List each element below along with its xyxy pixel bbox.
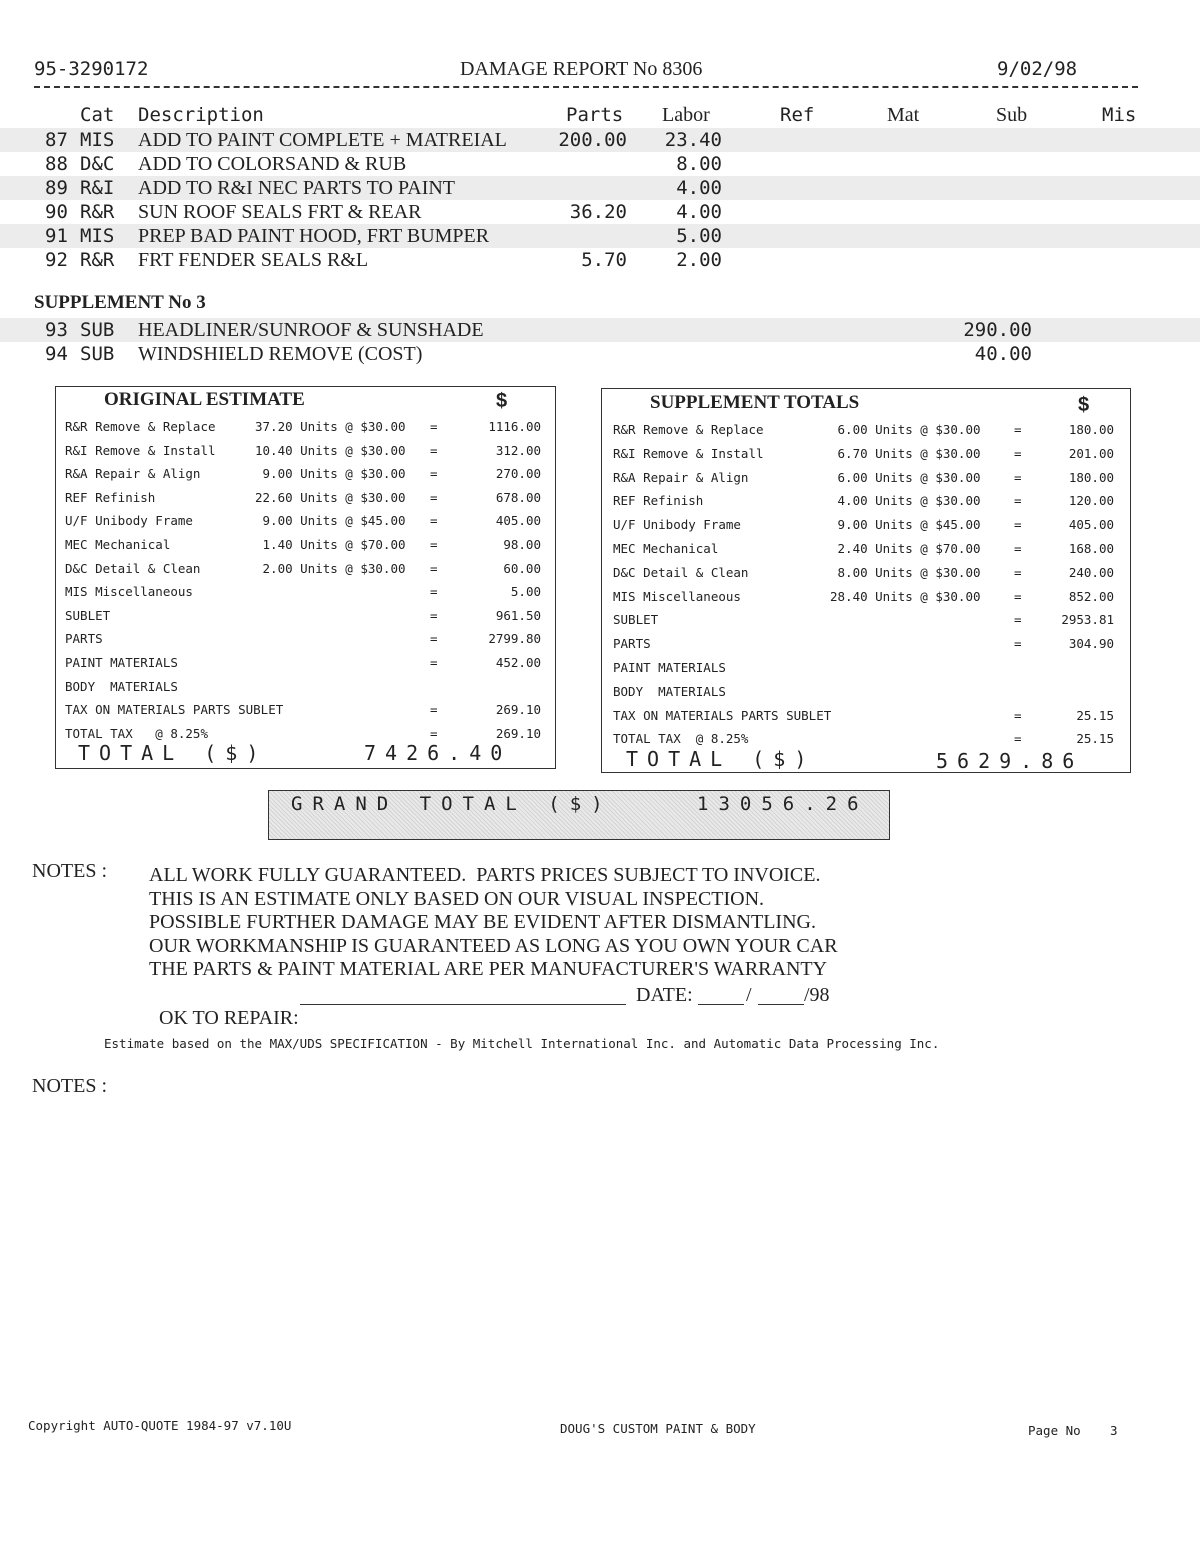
original-dollar: $ bbox=[496, 390, 508, 412]
line-number: 93 bbox=[45, 319, 68, 341]
row-units: 6.70 Units @ $30.00 bbox=[830, 445, 981, 461]
date-day-line bbox=[758, 1004, 804, 1005]
row-amount: 5.00 bbox=[510, 584, 541, 600]
row-amount: 852.00 bbox=[1068, 588, 1114, 604]
row-label: R&A Repair & Align bbox=[613, 469, 749, 485]
total-row bbox=[56, 679, 555, 701]
total-row bbox=[602, 589, 1130, 611]
row-label: R&I Remove & Install bbox=[613, 445, 764, 461]
row-label: REF Refinish bbox=[65, 489, 156, 505]
line-number: 91 bbox=[45, 225, 68, 247]
line-item-row bbox=[0, 128, 1200, 152]
line-parts: 5.70 bbox=[581, 249, 627, 271]
row-units: 2.00 Units @ $30.00 bbox=[255, 560, 406, 576]
col-mat: Mat bbox=[887, 104, 920, 126]
original-total-value: 7426.40 bbox=[364, 741, 512, 765]
total-row bbox=[602, 660, 1130, 682]
line-item-row bbox=[0, 224, 1200, 248]
grand-total-label: GRAND TOTAL ($) bbox=[291, 793, 613, 815]
spec-line: Estimate based on the MAX/UDS SPECIFICATION - By Mitchell International Inc. and Automatic Data Processing Inc. bbox=[104, 1036, 940, 1051]
row-label: D&C Detail & Clean bbox=[65, 560, 201, 576]
line-description: WINDSHIELD REMOVE (COST) bbox=[138, 343, 423, 365]
total-row bbox=[602, 517, 1130, 539]
row-label: SUBLET bbox=[65, 607, 111, 623]
row-equals: = bbox=[1014, 612, 1022, 628]
row-label: TOTAL TAX @ 8.25% bbox=[613, 731, 749, 747]
row-amount: 25.15 bbox=[1076, 731, 1114, 747]
row-units: 9.00 Units @ $45.00 bbox=[255, 513, 406, 529]
line-description: ADD TO COLORSAND & RUB bbox=[138, 153, 407, 175]
total-row bbox=[602, 422, 1130, 444]
total-row bbox=[602, 708, 1130, 730]
line-category: SUB bbox=[80, 319, 115, 341]
line-number: 87 bbox=[45, 129, 68, 151]
row-label: R&I Remove & Install bbox=[65, 442, 216, 458]
line-parts: 36.20 bbox=[569, 201, 627, 223]
row-equals: = bbox=[1014, 541, 1022, 556]
line-description: HEADLINER/SUNROOF & SUNSHADE bbox=[138, 319, 484, 341]
row-label: MIS Miscellaneous bbox=[613, 588, 741, 604]
row-units: 28.40 Units @ $30.00 bbox=[830, 588, 981, 604]
supplement-totals-title: SUPPLEMENT TOTALS bbox=[650, 392, 860, 413]
row-equals: = bbox=[430, 466, 438, 482]
col-parts: Parts bbox=[566, 104, 624, 126]
row-amount: 240.00 bbox=[1068, 564, 1114, 580]
line-category: MIS bbox=[80, 225, 115, 247]
total-row bbox=[56, 537, 555, 559]
date-separator: / bbox=[746, 984, 752, 1006]
line-number: 92 bbox=[45, 249, 68, 271]
supplement-dollar: $ bbox=[1078, 394, 1090, 416]
line-category: D&C bbox=[80, 153, 115, 175]
row-amount: 270.00 bbox=[495, 466, 541, 482]
row-units: 37.20 Units @ $30.00 bbox=[255, 419, 406, 434]
row-amount: 961.50 bbox=[495, 607, 541, 623]
row-amount: 452.00 bbox=[495, 655, 541, 670]
row-label: REF Refinish bbox=[613, 493, 704, 509]
date-year: /98 bbox=[804, 984, 830, 1006]
row-equals: = bbox=[1014, 517, 1022, 533]
total-row bbox=[56, 702, 555, 724]
line-labor: 8.00 bbox=[676, 153, 722, 175]
line-description: PREP BAD PAINT HOOD, FRT BUMPER bbox=[138, 225, 490, 247]
row-label: TAX ON MATERIALS PARTS SUBLET bbox=[613, 707, 832, 723]
row-amount: 180.00 bbox=[1068, 422, 1114, 437]
row-equals: = bbox=[430, 655, 438, 670]
row-label: SUBLET bbox=[613, 612, 659, 628]
row-units: 4.00 Units @ $30.00 bbox=[830, 493, 981, 509]
row-amount: 2799.80 bbox=[488, 631, 541, 647]
row-label: BODY MATERIALS bbox=[65, 678, 178, 694]
header-divider bbox=[34, 86, 1138, 88]
line-category: SUB bbox=[80, 343, 115, 365]
row-equals: = bbox=[1014, 636, 1022, 652]
line-category: R&R bbox=[80, 201, 115, 223]
row-amount: 405.00 bbox=[495, 513, 541, 529]
row-units: 22.60 Units @ $30.00 bbox=[255, 489, 406, 505]
row-amount: 201.00 bbox=[1068, 445, 1114, 461]
row-label: PARTS bbox=[65, 631, 103, 647]
supplement-totals-box bbox=[601, 388, 1131, 773]
row-amount: 60.00 bbox=[503, 560, 541, 576]
ok-to-repair-label: OK TO REPAIR: bbox=[159, 1007, 299, 1029]
footer-copyright: Copyright AUTO-QUOTE 1984-97 v7.10U bbox=[28, 1418, 292, 1433]
line-sub: 40.00 bbox=[974, 343, 1032, 365]
original-estimate-box bbox=[55, 386, 556, 769]
row-amount: 312.00 bbox=[495, 442, 541, 458]
report-id: 95-3290172 bbox=[34, 58, 149, 80]
ok-to-repair-row bbox=[149, 984, 299, 1030]
date-month-line bbox=[698, 1004, 744, 1005]
row-equals: = bbox=[430, 607, 438, 623]
line-labor: 4.00 bbox=[676, 201, 722, 223]
row-label: U/F Unibody Frame bbox=[65, 513, 193, 529]
row-label: R&R Remove & Replace bbox=[613, 422, 764, 437]
total-row bbox=[56, 443, 555, 465]
report-date: 9/02/98 bbox=[997, 58, 1078, 80]
row-amount: 2953.81 bbox=[1061, 612, 1114, 628]
row-label: PAINT MATERIALS bbox=[613, 660, 726, 675]
row-label: MEC Mechanical bbox=[65, 537, 171, 552]
col-description: Description bbox=[138, 104, 264, 126]
col-ref: Ref bbox=[780, 104, 815, 126]
line-category: MIS bbox=[80, 129, 115, 151]
row-label: U/F Unibody Frame bbox=[613, 517, 741, 533]
total-row bbox=[602, 612, 1130, 634]
total-row bbox=[56, 466, 555, 488]
row-amount: 98.00 bbox=[503, 537, 541, 552]
row-units: 6.00 Units @ $30.00 bbox=[830, 469, 981, 485]
row-equals: = bbox=[430, 631, 438, 647]
supplement-line-row bbox=[0, 318, 1200, 342]
row-label: PAINT MATERIALS bbox=[65, 655, 178, 670]
row-units: 2.40 Units @ $70.00 bbox=[830, 541, 981, 556]
row-equals: = bbox=[430, 584, 438, 600]
original-estimate-title: ORIGINAL ESTIMATE bbox=[104, 389, 305, 410]
footer-page-label: Page No bbox=[1028, 1423, 1081, 1438]
row-equals: = bbox=[1014, 707, 1022, 723]
total-row bbox=[56, 490, 555, 512]
row-amount: 168.00 bbox=[1068, 541, 1114, 556]
row-amount: 180.00 bbox=[1068, 469, 1114, 485]
col-mis: Mis bbox=[1102, 104, 1137, 126]
row-label: TOTAL TAX @ 8.25% bbox=[65, 725, 208, 741]
row-equals: = bbox=[1014, 469, 1022, 485]
grand-total-value: 13056.26 bbox=[697, 793, 869, 815]
notes-line: ALL WORK FULLY GUARANTEED. PARTS PRICES SUBJECT TO INVOICE. bbox=[149, 864, 821, 886]
supplement-heading: SUPPLEMENT No 3 bbox=[34, 292, 206, 313]
row-label: PARTS bbox=[613, 636, 651, 652]
line-labor: 4.00 bbox=[676, 177, 722, 199]
line-labor: 2.00 bbox=[676, 249, 722, 271]
line-item-row bbox=[0, 200, 1200, 224]
line-number: 88 bbox=[45, 153, 68, 175]
row-units: 8.00 Units @ $30.00 bbox=[830, 564, 981, 580]
total-row bbox=[56, 513, 555, 535]
signature-line bbox=[300, 1004, 626, 1005]
row-amount: 405.00 bbox=[1068, 517, 1114, 533]
original-total-label: TOTAL ($) bbox=[78, 741, 268, 765]
date-label: DATE: bbox=[636, 984, 693, 1006]
row-equals: = bbox=[1014, 564, 1022, 580]
line-number: 94 bbox=[45, 343, 68, 365]
row-equals: = bbox=[430, 702, 438, 718]
total-row bbox=[602, 470, 1130, 492]
row-amount: 25.15 bbox=[1076, 707, 1114, 723]
notes-label-2: NOTES : bbox=[32, 1075, 107, 1097]
total-row bbox=[602, 493, 1130, 515]
row-label: MEC Mechanical bbox=[613, 541, 719, 556]
line-number: 90 bbox=[45, 201, 68, 223]
grand-total-box bbox=[268, 790, 890, 840]
line-item-row bbox=[0, 152, 1200, 176]
total-row bbox=[56, 608, 555, 630]
row-label: TAX ON MATERIALS PARTS SUBLET bbox=[65, 702, 284, 718]
total-row bbox=[56, 419, 555, 441]
row-amount: 1116.00 bbox=[488, 419, 541, 434]
row-label: R&A Repair & Align bbox=[65, 466, 201, 482]
row-equals: = bbox=[430, 489, 438, 505]
row-equals: = bbox=[1014, 445, 1022, 461]
total-row bbox=[56, 561, 555, 583]
row-equals: = bbox=[430, 419, 438, 434]
row-amount: 304.90 bbox=[1068, 636, 1114, 652]
row-units: 10.40 Units @ $30.00 bbox=[255, 442, 406, 458]
row-units: 6.00 Units @ $30.00 bbox=[830, 422, 981, 437]
line-parts: 200.00 bbox=[558, 129, 627, 151]
row-amount: 269.10 bbox=[495, 725, 541, 741]
row-equals: = bbox=[430, 442, 438, 458]
total-row bbox=[56, 584, 555, 606]
total-row bbox=[602, 541, 1130, 563]
row-equals: = bbox=[430, 537, 438, 552]
row-units: 1.40 Units @ $70.00 bbox=[255, 537, 406, 552]
total-row bbox=[602, 684, 1130, 706]
row-label: R&R Remove & Replace bbox=[65, 419, 216, 434]
notes-label: NOTES : bbox=[32, 860, 107, 882]
line-item-row bbox=[0, 248, 1200, 272]
line-description: ADD TO R&I NEC PARTS TO PAINT bbox=[138, 177, 456, 199]
col-cat: Cat bbox=[80, 104, 115, 126]
row-amount: 120.00 bbox=[1068, 493, 1114, 509]
supplement-total-value: 5629.86 bbox=[936, 749, 1084, 773]
row-equals: = bbox=[430, 725, 438, 741]
line-labor: 5.00 bbox=[676, 225, 722, 247]
total-row bbox=[602, 446, 1130, 468]
supplement-total-label: TOTAL ($) bbox=[626, 747, 816, 771]
line-description: FRT FENDER SEALS R&L bbox=[138, 249, 369, 271]
line-category: R&I bbox=[80, 177, 115, 199]
line-number: 89 bbox=[45, 177, 68, 199]
line-sub: 290.00 bbox=[963, 319, 1032, 341]
footer-shop: DOUG'S CUSTOM PAINT & BODY bbox=[560, 1421, 756, 1436]
report-title bbox=[460, 58, 702, 81]
line-labor: 23.40 bbox=[664, 129, 722, 151]
total-row bbox=[602, 636, 1130, 658]
col-labor: Labor bbox=[662, 104, 710, 126]
col-sub: Sub bbox=[996, 104, 1028, 126]
row-equals: = bbox=[430, 560, 438, 576]
total-row bbox=[56, 655, 555, 677]
row-amount: 269.10 bbox=[495, 702, 541, 718]
supplement-line-row bbox=[0, 342, 1200, 366]
row-equals: = bbox=[1014, 731, 1022, 747]
total-row bbox=[602, 565, 1130, 587]
row-label: BODY MATERIALS bbox=[613, 683, 726, 699]
notes-line: THE PARTS & PAINT MATERIAL ARE PER MANUFACTURER'S WARRANTY bbox=[149, 958, 828, 981]
footer-page-number: 3 bbox=[1110, 1423, 1118, 1438]
row-equals: = bbox=[1014, 588, 1022, 604]
row-equals: = bbox=[430, 513, 438, 529]
report-title-text: DAMAGE REPORT No 8306 bbox=[460, 58, 703, 80]
row-units: 9.00 Units @ $45.00 bbox=[830, 517, 981, 533]
row-equals: = bbox=[1014, 493, 1022, 509]
line-description: SUN ROOF SEALS FRT & REAR bbox=[138, 201, 422, 223]
notes-line: OUR WORKMANSHIP IS GUARANTEED AS LONG AS YOU OWN YOUR CAR bbox=[149, 934, 838, 957]
row-amount: 678.00 bbox=[495, 489, 541, 505]
row-label: D&C Detail & Clean bbox=[613, 564, 749, 580]
line-description: ADD TO PAINT COMPLETE + MATREIAL bbox=[138, 129, 507, 151]
row-units: 9.00 Units @ $30.00 bbox=[255, 466, 406, 482]
row-equals: = bbox=[1014, 422, 1022, 437]
line-category: R&R bbox=[80, 249, 115, 271]
total-row bbox=[56, 631, 555, 653]
line-item-row bbox=[0, 176, 1200, 200]
notes-line: POSSIBLE FURTHER DAMAGE MAY BE EVIDENT AFTER DISMANTLING. bbox=[149, 911, 816, 934]
notes-line: THIS IS AN ESTIMATE ONLY BASED ON OUR VISUAL INSPECTION. bbox=[149, 887, 765, 910]
row-label: MIS Miscellaneous bbox=[65, 584, 193, 600]
